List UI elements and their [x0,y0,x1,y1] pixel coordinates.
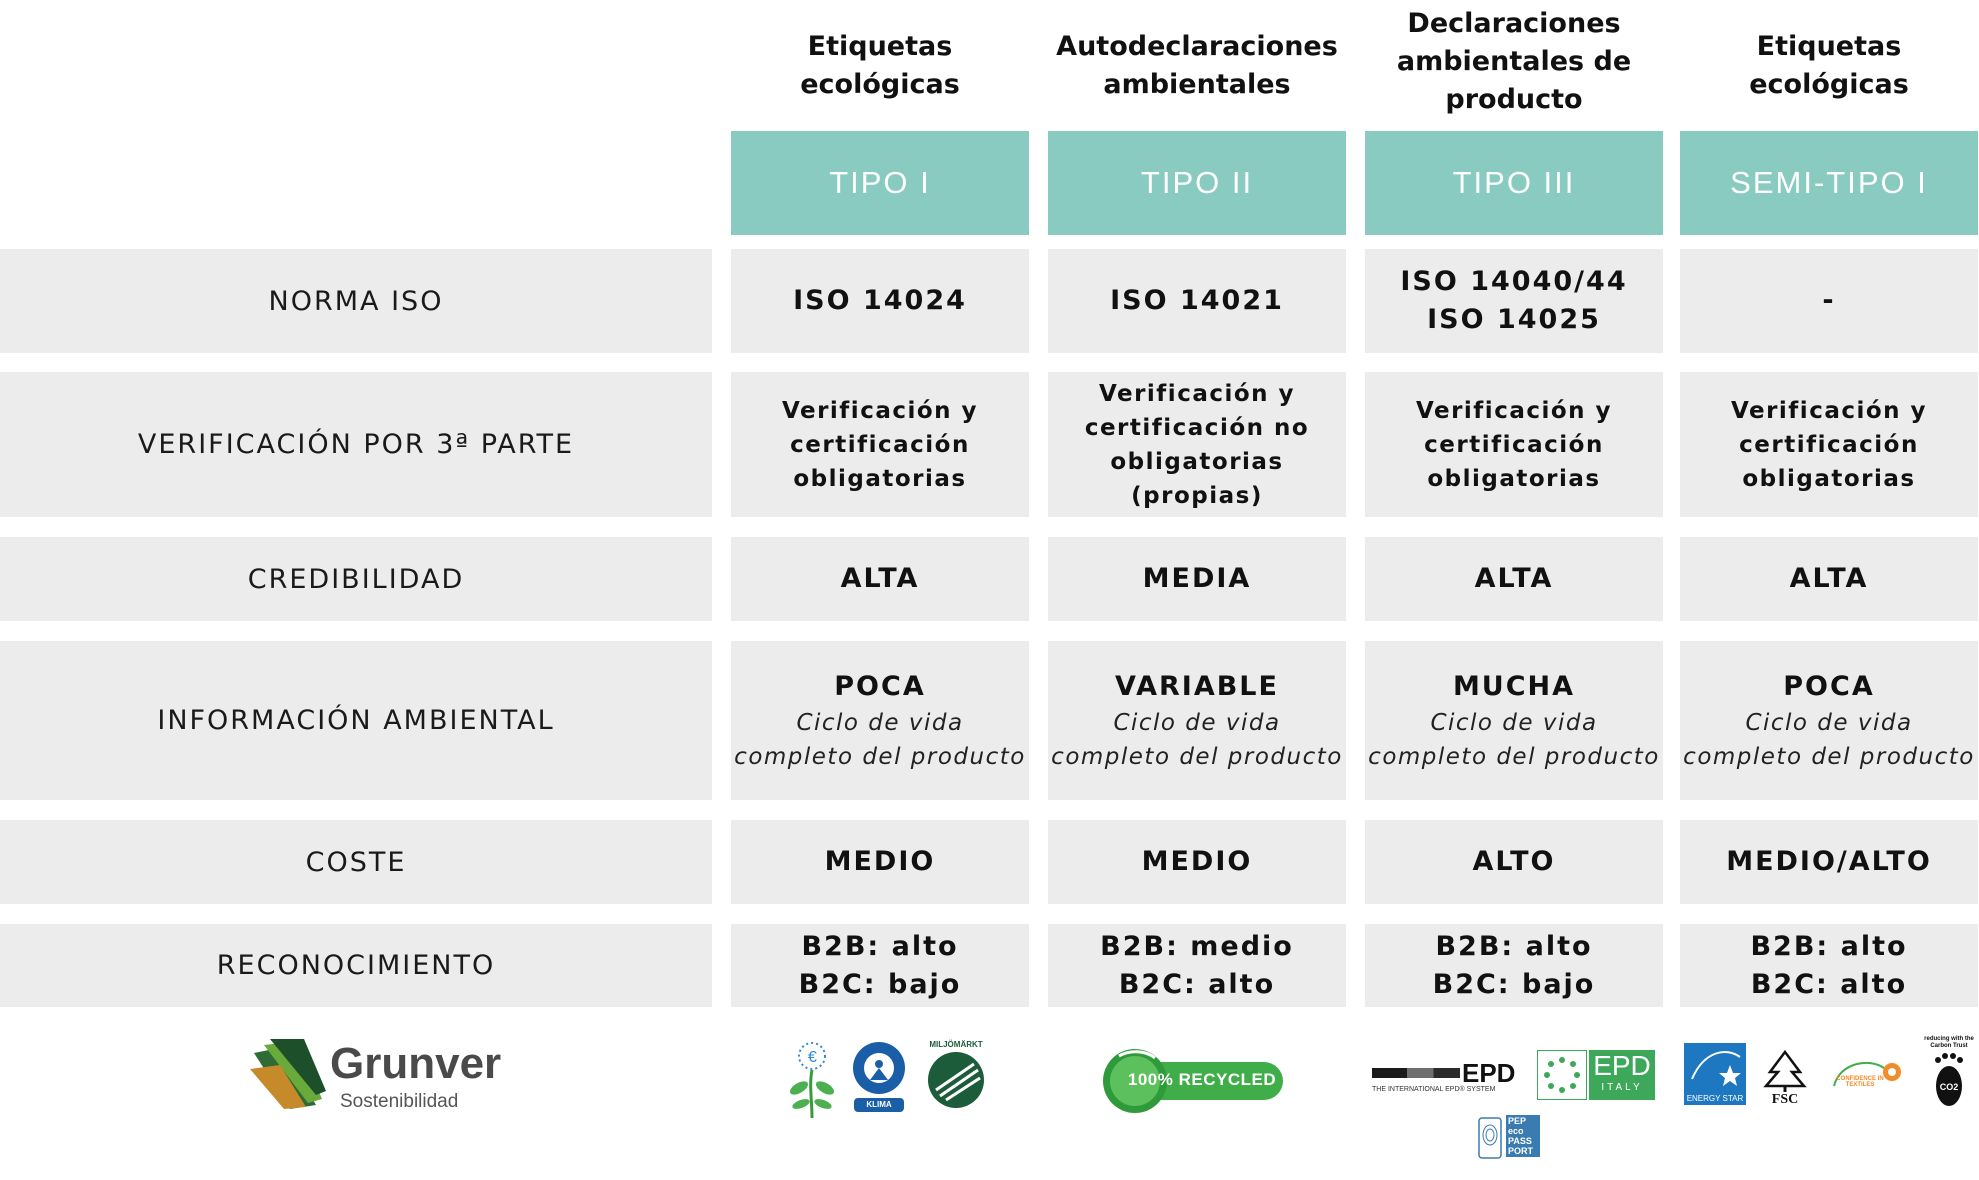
energy-star-box [1684,1043,1746,1093]
cell-value: Verificación y certificación no obligatorias (propias) [1084,380,1310,509]
recycled-text: 100% RECYCLED [1127,1070,1277,1089]
international-epd-logo [1372,1058,1516,1096]
cell-detail: Ciclo de vida completo del producto [1051,709,1343,770]
tipo-header-iii [1365,131,1663,235]
row-label-reconocimiento [0,924,712,1007]
column-heading-tipo-ii: Autodeclaraciones ambientales [1056,31,1338,100]
pep-word: PEP [1508,1116,1527,1126]
nordic-swan-icon [926,1050,986,1110]
cell-value: Verificación y certificación obligatorias [1415,397,1613,492]
cell-value: ALTO [1472,846,1556,877]
svg-text:€: € [808,1049,817,1066]
oeko-tex-logo [1830,1056,1902,1096]
cell-value: MEDIA [1142,563,1252,594]
cell-value: POCA [834,670,926,702]
blue-angel-logo [848,1040,910,1116]
cell-informacion-semi-tipo-i [1680,641,1978,800]
row-label-norma-iso [0,249,712,353]
cell-verificacion-tipo-i [731,372,1029,517]
cell-value: - [1822,285,1836,316]
pep-word: PORT [1508,1146,1534,1156]
cell-detail: Ciclo de vida completo del producto [1368,709,1660,770]
pep-ecopassport-logo [1478,1115,1548,1160]
cell-value: VARIABLE [1115,670,1279,702]
cell-norma-tipo-iii [1365,249,1663,353]
cell-value: B2B: medio B2C: alto [1100,930,1294,1000]
cell-informacion-tipo-iii [1365,641,1663,800]
energy-star-text: ENERGY STAR [1684,1093,1746,1105]
nordic-swan-logo [923,1040,989,1110]
cell-value: MUCHA [1452,670,1576,702]
cell-norma-semi-tipo-i [1680,249,1978,353]
row-label-text: INFORMACIÓN AMBIENTAL [157,705,555,736]
blue-angel-sub: KLIMA [866,1100,892,1109]
tipo-label: SEMI-TIPO I [1730,165,1928,200]
fsc-logo [1760,1048,1810,1110]
eu-ecolabel-logo [787,1040,837,1120]
epd-italy-box [1589,1050,1655,1100]
cell-value: ALTA [1789,563,1869,594]
grunver-mark-icon [250,1039,328,1111]
cell-credibilidad-semi-tipo-i [1680,537,1978,621]
fsc-text: FSC [1771,1092,1799,1107]
cell-coste-tipo-i [731,820,1029,904]
cell-value: B2B: alto B2C: alto [1750,930,1908,1000]
cell-value: MEDIO [1141,846,1253,877]
cell-value: B2B: alto B2C: bajo [1432,930,1596,1000]
row-label-text: COSTE [305,846,407,878]
cell-informacion-tipo-i [731,641,1029,800]
cell-informacion-tipo-ii [1048,641,1346,800]
cell-coste-semi-tipo-i [1680,820,1978,904]
pep-word: PASS [1508,1136,1532,1146]
row-label-credibilidad [0,537,712,621]
cell-value: Verificación y certificación obligatorias [781,397,979,492]
carbon-footprint-icon [1932,1052,1966,1108]
cell-reconocimiento-tipo-ii [1048,924,1346,1007]
cell-detail: Ciclo de vida completo del producto [734,709,1026,770]
eu-flower-icon [787,1040,837,1120]
cell-credibilidad-tipo-ii [1048,537,1346,621]
cell-verificacion-tipo-ii [1048,372,1346,517]
column-heading-semi-tipo-i: Etiquetas ecológicas [1749,31,1909,100]
row-label-text: NORMA ISO [268,285,444,317]
tipo-label: TIPO III [1452,165,1576,200]
row-label-coste [0,820,712,904]
pep-text-box [1506,1115,1540,1157]
cell-value: B2B: alto B2C: bajo [798,930,962,1000]
cell-verificacion-tipo-iii [1365,372,1663,517]
energy-star-icon [1684,1043,1746,1093]
cell-norma-tipo-ii [1048,249,1346,353]
cell-credibilidad-tipo-iii [1365,537,1663,621]
row-label-text: CREDIBILIDAD [247,563,465,595]
cell-value: ALTA [840,563,920,594]
tipo-label: TIPO I [829,165,931,200]
pep-word: eco [1508,1126,1524,1136]
cell-verificacion-semi-tipo-i [1680,372,1978,517]
row-label-text: VERIFICACIÓN POR 3ª PARTE [137,429,575,460]
epd-bars-icon [1372,1068,1460,1078]
epd-italy-sub: ITALY [1601,1082,1643,1093]
cell-norma-tipo-i [731,249,1029,353]
carbon-trust-text: reducing with the Carbon Trust [1924,1036,1974,1049]
cell-value: ISO 14040/44 ISO 14025 [1400,266,1628,335]
tipo-header-semi-i [1680,131,1978,235]
cell-value: ISO 14024 [793,285,967,316]
cell-detail: Ciclo de vida completo del producto [1683,709,1975,770]
cell-reconocimiento-semi-tipo-i [1680,924,1978,1007]
cell-value: ALTA [1474,563,1554,594]
energy-star-logo [1684,1043,1746,1105]
column-heading-tipo-i: Etiquetas ecológicas [800,31,960,100]
cell-reconocimiento-tipo-i [731,924,1029,1007]
grunver-tagline: Sostenibilidad [340,1091,459,1112]
cell-value: MEDIO/ALTO [1726,846,1932,877]
tipo-header-ii [1048,131,1346,235]
epd-italy-dots-icon [1537,1050,1587,1100]
oeko-tex-text: CONFIDENCE IN TEXTILES [1836,1076,1884,1088]
row-label-informacion-ambiental [0,641,712,800]
carbon-trust-logo [1922,1036,1976,1118]
tipo-header-i [731,131,1029,235]
grunver-name: Grunver [330,1039,502,1088]
cell-value: MEDIO [824,846,936,877]
recycled-logo [1103,1048,1287,1114]
co2-text: CO2 [1939,1082,1959,1092]
nordic-swan-text: MILJÖMÄRKT [929,1040,983,1049]
cell-coste-tipo-iii [1365,820,1663,904]
tipo-label: TIPO II [1140,165,1254,200]
cell-credibilidad-tipo-i [731,537,1029,621]
epd-italy-text: EPD [1593,1050,1651,1081]
epd-text: EPD [1462,1058,1516,1088]
cell-coste-tipo-ii [1048,820,1346,904]
row-label-verificacion [0,372,712,517]
fsc-tree-icon [1760,1048,1810,1092]
epd-italy-logo [1537,1050,1655,1100]
row-label-text: RECONOCIMIENTO [216,950,496,981]
grunver-logo [250,1035,500,1115]
column-heading-tipo-iii: Declaraciones ambientales de producto [1396,8,1632,115]
cell-reconocimiento-tipo-iii [1365,924,1663,1007]
cell-value: Verificación y certificación obligatorias [1730,397,1928,492]
pep-fingerprint-icon [1478,1117,1502,1159]
cell-value: POCA [1783,670,1875,702]
epd-subtitle: THE INTERNATIONAL EPD® SYSTEM [1372,1086,1496,1093]
cell-value: ISO 14021 [1110,285,1284,316]
